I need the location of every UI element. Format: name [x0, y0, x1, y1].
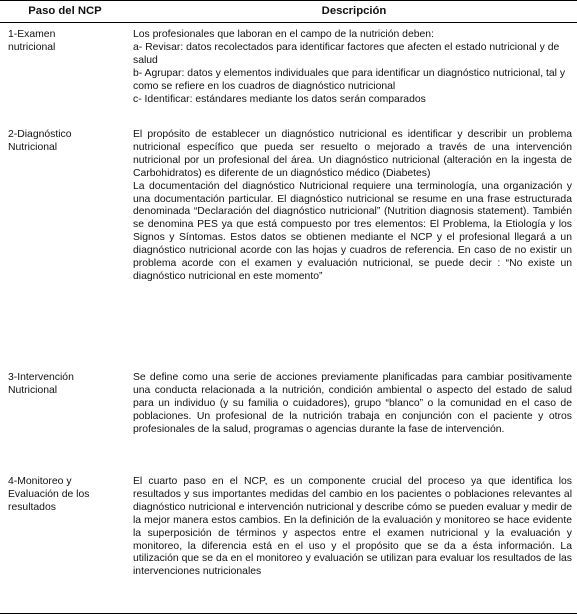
description-paragraph: El propósito de establecer un diagnóstico nutricional es identificar y describir un problema nutricional específico que pueda ser resuelto o mejorado a través de una intervención nutricional por un profesional del área. Un diagnóstico nutricional (alteración en la ingesta de Carbohidratos) es diferente de un diagnóstico médico (Diabetes) — [133, 129, 572, 179]
step-description — [133, 129, 572, 284]
description-paragraph: El cuarto paso en el NCP, es un componente crucial del proceso ya que identifica los resultados y sus importantes medidas del cambio en los pacientes o poblaciones relevantes al diagnóstico nutricional e intervención nutricional y describe cómo se pueden evaluar y medir de la mejor manera estos cambios. En la definición de la evaluación y monitoreo se hace evidente la superposición de términos y aspectos entre el examen nutricional y la evaluación y monitoreo, la diferencia está en el uso y el propósito que se da a ésta información. La utilización que se da en el monitoreo y evaluación se utilizan para evaluar los resultados de las intervenciones nutricionales — [133, 476, 572, 578]
step-line: 1-Examen — [8, 29, 56, 40]
description-paragraph: b- Agrupar: datos y elementos individuales que para identificar un diagnóstico nutricional, tal y como se refiere en los cuadros de diagnóstico nutricional — [133, 67, 566, 92]
description-paragraph: Se define como una serie de acciones previamente planificadas para cambiar positivamente una conducta relacionada a la nutrición, condición ambiental o aspecto del estado de salud para un individuo (y su familia o cuidadores), grupo “blanco” o la comunidad en el caso de poblaciones. Un profesional de la nutrición trabaja en conjunción con el paciente y otros profesionales de la salud, programas o agencias durante la fase de intervención. — [133, 372, 572, 435]
table-bottom-rule — [0, 613, 577, 614]
step-label — [8, 476, 126, 515]
step-label — [8, 29, 126, 55]
step-line: 3-Intervención — [8, 372, 74, 383]
step-label — [8, 372, 126, 398]
step-description — [133, 372, 572, 437]
description-paragraph: a- Revisar: datos recolectados para identificar factores que afecten el estado nutricional y de salud — [133, 41, 560, 66]
table-header — [0, 0, 577, 23]
step-line: Nutricional — [8, 141, 58, 153]
step-line: 2-Diagnóstico — [8, 129, 72, 140]
header-step: Paso del NCP — [28, 5, 102, 17]
step-line: Nutricional — [8, 384, 58, 396]
step-line: Evaluación de los — [8, 488, 90, 500]
description-paragraph: c- Identificar: estándares mediante los datos serán comparados — [133, 93, 426, 105]
step-line: nutricional — [8, 41, 56, 53]
step-line: resultados — [8, 501, 56, 513]
step-description — [133, 29, 572, 106]
step-description — [133, 476, 572, 579]
step-label — [8, 129, 126, 155]
description-paragraph: Los profesionales que laboran en el campo de la nutrición deben: — [133, 29, 434, 40]
header-description: Descripción — [321, 5, 387, 17]
step-line: 4-Monitoreo y — [8, 476, 72, 487]
description-paragraph: La documentación del diagnóstico Nutricional requiere una terminología, una organización y una documentación particular. El diagnóstico nutricional se resume en una frase estructurada denominada “Declaración del diagnóstico nutricional” (Nutrition diagnosis statement). También se denomina PES ya que está compuesto por tres elementos: El Problema, la Etiología y los Signos y Síntomas. Estos datos se obtienen mediante el NCP y el profesional llegará a un diagnóstico nutricional acorde con las hojas y cuadros de referencia. En caso de no existir un problema acorde con el examen y evaluación nutricional, se puede decir : “No existe un diagnóstico nutricional en este momento” — [133, 180, 572, 282]
